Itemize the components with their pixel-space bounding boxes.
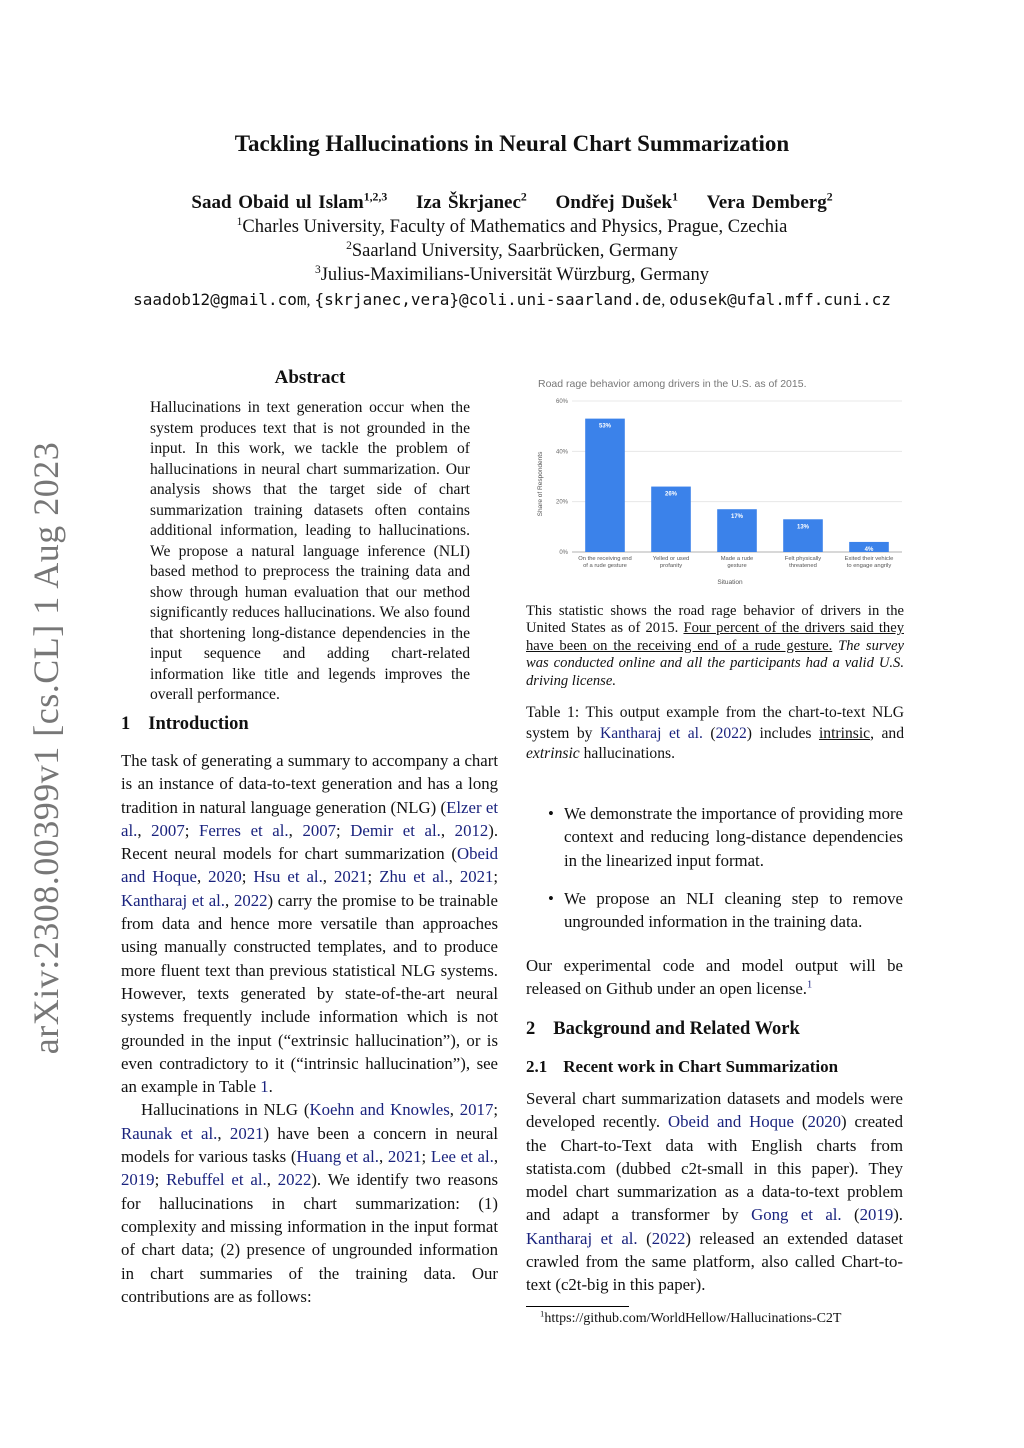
citation-link[interactable]: Elzer et al. <box>121 797 498 840</box>
chart-data-label: 17% <box>730 514 744 521</box>
chart-x-tick-label: gesture <box>727 563 747 569</box>
citation-link[interactable]: 2022 <box>277 1170 312 1190</box>
paragraph: Hallucinations in NLG (Koehn and Knowles, 2017; Raunak et al., 2021) have been a concern in neural models for various tasks (Huang et al., 2021; Lee et al., 2019; Rebuffel et al., 2022). We identify two reasons for hallucinations in chart summarization: (1) complexity and missing information in the input format of chart data; (2) presence of ungrounded information in chart summaries of the training data. Our contributions are as follows: <box>121 1100 499 1306</box>
list-item: • We demonstrate the importance of providing more context and reducing long-distance dependencies in the linearized input format. <box>548 804 903 870</box>
chart-x-tick-label: Exited their vehicle <box>844 556 894 562</box>
citation-link[interactable]: 2017 <box>459 1100 494 1120</box>
chart-y-tick-label: 40% <box>555 449 568 456</box>
citation-link[interactable]: Kantharaj et al. <box>599 724 703 742</box>
citation-link[interactable]: Obeid and Hoque <box>121 844 498 887</box>
paper-title: Tackling Hallucinations in Neural Chart Summarization <box>234 131 790 156</box>
chart-x-tick-label: to engage angrily <box>846 563 892 569</box>
author: Saad Obaid ul Islam$^{1,2,3}$ <box>191 190 388 213</box>
paragraph: Several chart summarization datasets and models were developed recently. Obeid and Hoque (2020) created the Chart-to-Text data with English charts from statista.com (dubbed c2t-small in this paper). They model chart summarization as a data-to-text problem and adapt a transformer by Gong et al. (2019). Kantharaj et al. (2022) released an extended dataset crawled from the same platform, also called Chart-to-text (c2t-big in this paper). <box>526 1089 903 1295</box>
abstract-heading: Abstract <box>274 367 346 388</box>
citation-link[interactable]: Lee et al. <box>430 1147 494 1167</box>
citation-link[interactable]: Rebuffel et al. <box>166 1170 267 1190</box>
road-rage-chart <box>526 370 906 596</box>
paragraph: The task of generating a summary to accompany a chart is an instance of data-to-text generation and has a long tradition in natural language generation (NLG) (Elzer et al., 2007; Ferres et al., 2007; Demir et al., 2012). Recent neural models for chart summarization (Obeid and Hoque, 2020; Hsu et al., 2021; Zhu et al., 2021; Kantharaj et al., 2022) carry the promise to be trainable from data and hence more versatile than approaches using manually constructed templates, and to produce more fluent text than previous statistical NLG systems. However, texts generated by state-of-the-art neural systems frequently include information which is not grounded in the input (“extrinsic hallucination”), or is even contradictory to it (“intrinsic hallucination”), see an example in Table 1. <box>121 751 499 1097</box>
citation-link[interactable]: Demir et al. <box>350 820 441 840</box>
author: Iza Škrjanec$^2$ <box>415 190 527 213</box>
chart-data-label: 26% <box>664 491 678 498</box>
contributions-list-container <box>526 802 903 948</box>
abstract-text: Hallucinations in text generation occur when the system produces text that is not grounded in the input. In this work, we tackle the problem of hallucinations in neural chart summarization. Our analysis shows that the target side of chart summarization training datasets often contains additional information, leading to hallucinations. We propose a natural language inference (NLI) based method to preprocess the training data and show through human evaluation that our method significantly reduces hallucinations. We also found that shortening long-distance dependencies in the input sequence and adding chart-related information like title and legends improves the overall performance. <box>150 399 470 703</box>
footnote-divider <box>526 1306 629 1307</box>
intrinsic-hallucination-highlight: Four percent of the drivers said they have been on the receiving end of a rude gesture. <box>526 620 904 654</box>
citation-link[interactable]: 2021 <box>229 1123 264 1143</box>
citation-link[interactable]: Huang et al. <box>296 1147 379 1167</box>
chart-x-tick-label: of a rude gesture <box>583 563 627 569</box>
chart-bar <box>585 419 625 552</box>
chart-y-tick-label: 20% <box>555 499 568 506</box>
table-caption: Table 1: This output example from the chart-to-text NLG system by Kantharaj et al. (2022) includes intrinsic, and extrinsic hallucinations. <box>526 704 905 762</box>
introduction-body <box>121 749 498 1308</box>
citation-link[interactable]: Raunak et al. <box>121 1123 218 1143</box>
list-item: • We propose an NLI cleaning step to remove ungrounded information in the training data. <box>548 888 903 932</box>
citation-link[interactable]: Hsu et al. <box>253 867 323 887</box>
table-ref-link[interactable]: 1 <box>260 1077 269 1097</box>
citation-link[interactable]: 2022 <box>233 890 268 910</box>
author-emails: saadob12@gmail.com, {skrjanec,vera}@coli.uni-saarland.de, odusek@ufal.mff.cuni.cz <box>133 290 891 309</box>
chart-y-axis-label: Share of Respondents <box>537 451 544 517</box>
background-body <box>526 1087 903 1297</box>
chart-y-tick-label: 60% <box>555 399 568 405</box>
email[interactable]: odusek@ufal.mff.cuni.cz <box>669 290 891 309</box>
footnote-url-link[interactable]: https://github.com/WorldHellow/Hallucinations-C2T <box>544 1311 842 1326</box>
citation-link[interactable]: 2007 <box>151 820 185 840</box>
citation-link[interactable]: 2022 <box>715 724 747 742</box>
citation-link[interactable]: Kantharaj et al. <box>121 890 226 910</box>
subsection-heading: 2.1 Recent work in Chart Summarization <box>526 1057 839 1076</box>
affiliation: $^2$Saarland University, Saarbrücken, Germany <box>346 239 678 261</box>
citation-link[interactable]: 2012 <box>454 820 489 840</box>
chart-x-tick-label: threatened <box>789 563 817 569</box>
chart-x-tick-label: profanity <box>659 563 683 569</box>
chart-data-label: 13% <box>796 524 810 531</box>
affiliation: $^3$Julius-Maximilians-Universität Würzburg, Germany <box>315 263 709 285</box>
chart-y-tick-label: 0% <box>559 550 568 556</box>
email[interactable]: saadob12@gmail.com <box>133 290 307 309</box>
chart-data-label: 4% <box>864 546 874 553</box>
chart-x-tick-label: Felt physically <box>784 556 822 562</box>
citation-link[interactable]: Zhu et al. <box>379 867 449 887</box>
email[interactable]: {skrjanec,vera}@coli.uni-saarland.de <box>314 290 662 309</box>
chart-x-tick-label: Made a rude <box>720 556 754 562</box>
citation-link[interactable]: 2021 <box>387 1147 422 1167</box>
footnote-ref-link[interactable]: 1 <box>807 979 813 991</box>
chart-x-tick-label: On the receiving end <box>578 556 632 562</box>
citation-link[interactable]: 2020 <box>208 867 242 887</box>
citation-link[interactable]: Obeid and Hoque <box>668 1112 794 1132</box>
citation-link[interactable]: Gong et al. <box>751 1205 842 1225</box>
citation-link[interactable]: 2007 <box>302 820 336 840</box>
citation-link[interactable]: Koehn and Knowles <box>309 1100 450 1120</box>
citation-link[interactable]: 2021 <box>333 867 368 887</box>
chart-caption: This statistic shows the road rage behavior of drivers in the United States as of 2015. Four percent of the drivers said they have been on the receiving end of a rude gesture. The survey was conducted online and all the participants had a valid U.S. driving license. <box>526 603 904 689</box>
code-release-paragraph: Our experimental code and model output will be released on Github under an open license.$^1$ <box>526 956 903 999</box>
bar-chart <box>526 370 906 596</box>
citation-link[interactable]: Kantharaj et al. <box>526 1228 638 1248</box>
affiliation: $^1$Charles University, Faculty of Mathematics and Physics, Prague, Czechia <box>236 215 788 237</box>
citation-link[interactable]: Ferres et al. <box>199 820 289 840</box>
citation-link[interactable]: 2019 <box>121 1170 155 1190</box>
author-list <box>0 192 1024 214</box>
author: Vera Demberg$^2$ <box>706 190 833 213</box>
footnote: $^1$https://github.com/WorldHellow/Hallucinations-C2T <box>540 1308 842 1326</box>
section-heading-introduction: 1 Introduction <box>121 714 249 734</box>
extrinsic-hallucination-highlight: The survey was conducted online and all the participants had a valid U.S. driving license. <box>526 637 904 689</box>
section-heading-background: 2 Background and Related Work <box>526 1019 800 1039</box>
contributions-list <box>526 802 903 933</box>
chart-x-axis-label: Situation <box>717 579 743 586</box>
citation-link[interactable]: 2020 <box>807 1112 842 1132</box>
chart-data-label: 53% <box>598 423 612 430</box>
citation-link[interactable]: 2019 <box>859 1205 894 1225</box>
chart-x-tick-label: Yelled or used <box>652 556 690 562</box>
chart-title: Road rage behavior among drivers in the U.S. as of 2015. <box>538 378 807 390</box>
citation-link[interactable]: 2022 <box>651 1228 686 1248</box>
author: Ondřej Dušek$^1$ <box>555 190 678 213</box>
citation-link[interactable]: 2021 <box>459 867 494 887</box>
arxiv-identifier: arXiv:2308.00399v1 [cs.CL] 1 Aug 2023 <box>26 441 66 1055</box>
